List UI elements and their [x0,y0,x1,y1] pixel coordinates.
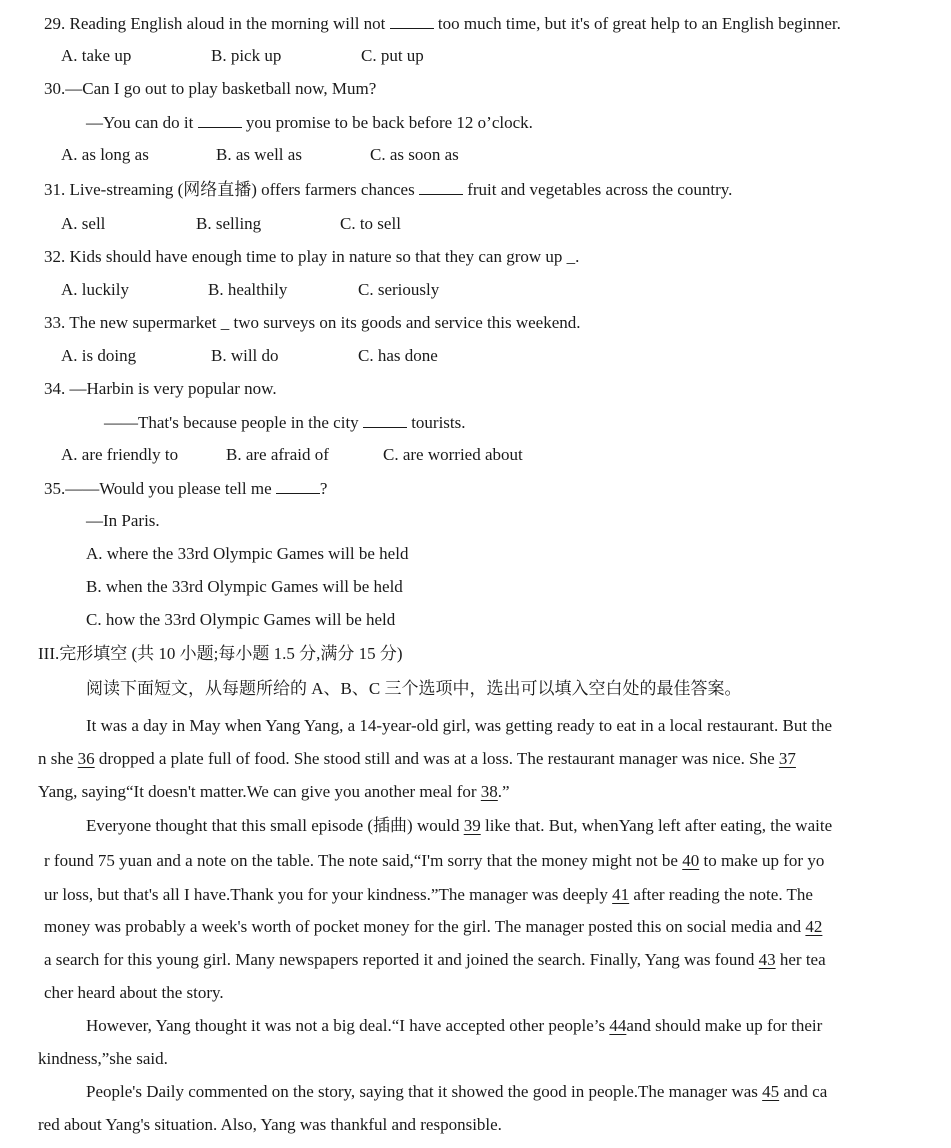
passage-line: n she 36 dropped a plate full of food. She stood still and was at a loss. The restaurant manager was nice. She 37 [38,749,796,768]
question-35-line1: 35.——Would you please tell me ? [44,479,328,498]
option-a: A. where the 33rd Olympic Games will be held [86,544,409,563]
section-instruction: 阅读下面短文，从每题所给的 A、B、C 三个选项中，选出可以填入空白处的最佳答案。 [86,679,742,698]
option-c: C. has done [358,346,438,365]
answer-blank [419,178,463,195]
option-a: A. luckily [61,280,129,299]
passage-line: money was probably a week's worth of pocket money for the girl. The manager posted this on social media and 42 [44,917,823,936]
passage-line: However, Yang thought it was not a big deal.“I have accepted other people’s 44and should make up for their [86,1016,823,1035]
blank-number: 36 [77,749,95,768]
blank-number: 45 [762,1082,780,1101]
blank-number: 44 [609,1016,627,1035]
answer-blank [363,411,407,428]
option-c: C. put up [361,46,424,65]
option-a: A. is doing [61,346,137,365]
question-29-stem: 29. Reading English aloud in the morning will not too much time, but it's of great help to an English beginner. [44,14,841,33]
passage-line: kindness,”she said. [38,1049,168,1068]
blank-number: 43 [758,950,776,969]
option-c: C. are worried about [383,445,523,464]
blank-number: 38 [480,782,498,801]
blank-number: 40 [682,851,700,870]
option-b: B. when the 33rd Olympic Games will be held [86,577,403,596]
blank-number: 42 [805,917,823,936]
option-b: B. healthily [208,280,288,299]
question-30-line2: —You can do it you promise to be back before 12 o’clock. [86,113,533,132]
question-34-line1: 34. —Harbin is very popular now. [44,379,277,398]
question-33-stem: 33. The new supermarket _ two surveys on its goods and service this weekend. [44,313,581,332]
option-c: C. how the 33rd Olympic Games will be held [86,610,396,629]
option-b: B. are afraid of [226,445,329,464]
option-c: C. seriously [358,280,440,299]
passage-line: a search for this young girl. Many newspapers reported it and joined the search. Finally, Yang was found 43 her tea [44,950,826,969]
answer-blank [390,12,434,29]
option-a: A. sell [61,214,106,233]
blank-number: 41 [612,885,630,904]
option-b: B. as well as [216,145,302,164]
option-b: B. pick up [211,46,282,65]
answer-blank [276,477,320,494]
question-30-line1: 30.—Can I go out to play basketball now, Mum? [44,79,377,98]
passage-line: red about Yang's situation. Also, Yang was thankful and responsible. [38,1115,502,1134]
option-a: A. take up [61,46,132,65]
option-a: A. are friendly to [61,445,179,464]
passage-line: Everyone thought that this small episode (插曲) would 39 like that. But, whenYang left after eating, the waite [86,816,833,835]
passage-line: r found 75 yuan and a note on the table. The note said,“I'm sorry that the money might not be 40 to make up for yo [44,851,825,870]
question-35-line2: —In Paris. [86,511,160,530]
option-b: B. will do [211,346,279,365]
passage-line: It was a day in May when Yang Yang, a 14-year-old girl, was getting ready to eat in a local restaurant. But the [86,716,833,735]
blank-number: 37 [778,749,796,768]
question-31-stem: 31. Live-streaming (网络直播) offers farmers chances fruit and vegetables across the country. [44,180,733,199]
passage-line: ur loss, but that's all I have.Thank you for your kindness.”The manager was deeply 41 after reading the note. The [44,885,813,904]
passage-line: People's Daily commented on the story, saying that it showed the good in people.The manager was 45 and ca [86,1082,828,1101]
option-c: C. as soon as [370,145,459,164]
blank-number: 39 [463,816,481,835]
option-a: A. as long as [61,145,149,164]
question-34-line2: ——That's because people in the city tourists. [104,413,466,432]
passage-line: cher heard about the story. [44,983,224,1002]
section-heading: III.完形填空 (共 10 小题;每小题 1.5 分,满分 15 分) [38,644,403,663]
option-c: C. to sell [340,214,401,233]
question-32-stem: 32. Kids should have enough time to play in nature so that they can grow up _. [44,247,580,266]
option-b: B. selling [196,214,262,233]
passage-line: Yang, saying“It doesn't matter.We can give you another meal for 38.” [38,782,510,801]
answer-blank [198,111,242,128]
